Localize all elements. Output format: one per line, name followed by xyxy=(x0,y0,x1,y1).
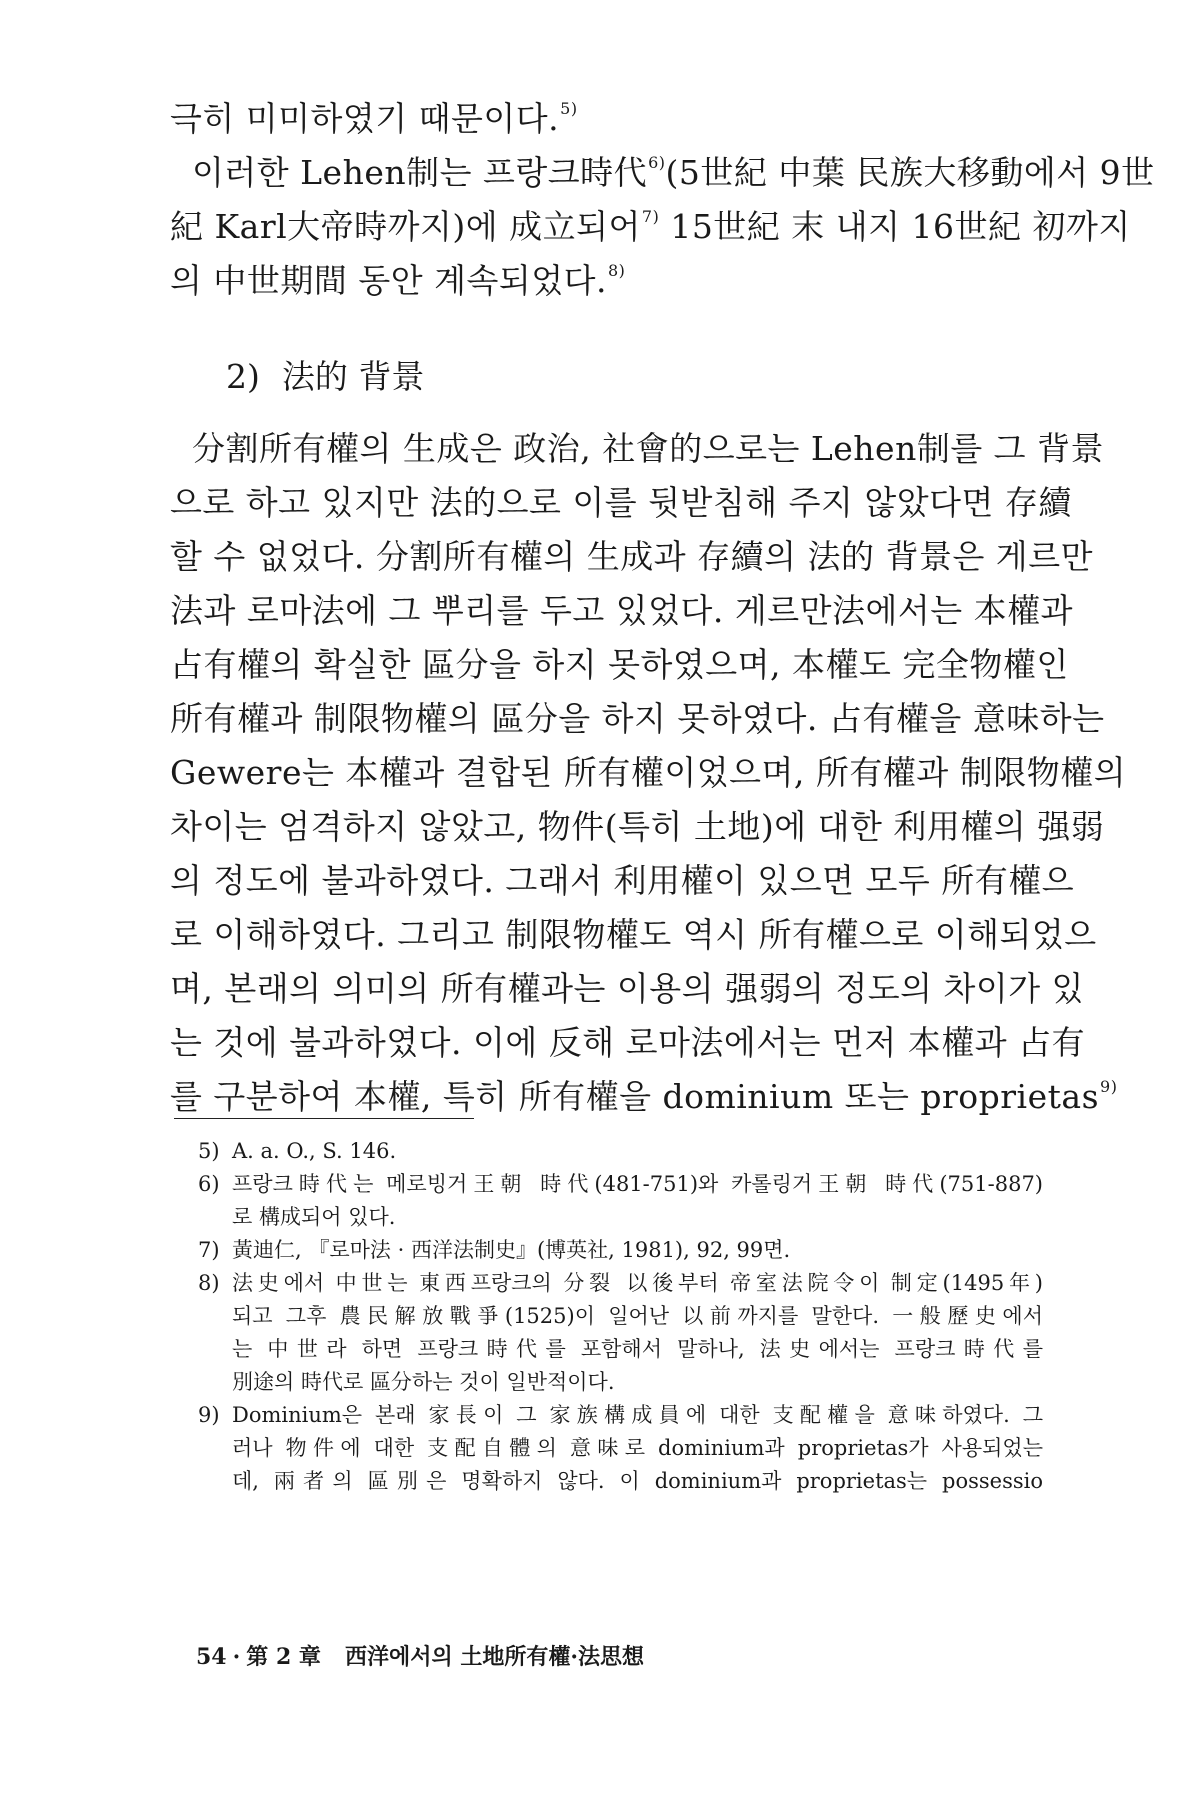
page-footer xyxy=(196,1640,644,1671)
section-number: 2) xyxy=(226,357,260,396)
footnotes xyxy=(198,1135,1043,1498)
footnote-ref[interactable]: 9) xyxy=(1100,1077,1118,1096)
paragraph-line: 法과 로마法에 그 뿌리를 두고 있었다. 게르만法에서는 本權과 xyxy=(170,591,1073,630)
section-heading xyxy=(170,350,1045,404)
footnote-line: A. a. O., S. 146. xyxy=(232,1139,397,1163)
text-line: 극히 미미하였기 때문이다.$^{5)}$ xyxy=(170,99,578,138)
footnote-number: 9) xyxy=(198,1403,220,1427)
footnote-line: 黃迪仁, 『로마法 · 西洋法制史』(博英社, 1981), 92, 99면. xyxy=(232,1238,791,1262)
paragraph-line: 할 수 없었다. 分割所有權의 生成과 存續의 法的 背景은 게르만 xyxy=(170,537,1093,576)
paragraph-line: 로 이해하였다. 그리고 制限物權도 역시 所有權으로 이해되었으 xyxy=(170,915,1097,954)
paragraph-line: 으로 하고 있지만 法的으로 이를 뒷받침해 주지 않았다면 存續 xyxy=(170,483,1072,522)
paragraph-line: 占有權의 확실한 區分을 하지 못하였으며, 本權도 完全物權인 xyxy=(170,645,1069,684)
footnote-line: 데, 兩者의 區別은 명확하지 않다. 이 dominium과 proprietas는 possessio xyxy=(232,1469,1043,1493)
footnote-ref[interactable]: 7) xyxy=(641,207,660,226)
page-number: 54 xyxy=(196,1644,227,1670)
footnote-ref[interactable]: 8) xyxy=(607,261,626,280)
footnote-divider xyxy=(174,1118,474,1119)
footnote xyxy=(198,1168,1043,1234)
footnote xyxy=(198,1399,1043,1498)
main-text xyxy=(170,92,1155,1124)
footnote-line: 러나 物件에 대한 支配自體의 意味로 dominium과 proprietas가 사용되었는 xyxy=(232,1436,1043,1460)
footnote-line: 別途의 時代로 區分하는 것이 일반적이다. xyxy=(232,1370,615,1394)
footnote xyxy=(198,1267,1043,1399)
paragraph-line: 所有權과 制限物權의 區分을 하지 못하였다. 占有權을 意味하는 xyxy=(170,699,1105,738)
section-title: 法的 背景 xyxy=(281,357,425,396)
paragraph-line: 의 정도에 불과하였다. 그래서 利用權이 있으면 모두 所有權으 xyxy=(170,861,1075,900)
chapter-label: 第 2 章 xyxy=(246,1644,321,1670)
footnote-number: 6) xyxy=(198,1172,220,1196)
paragraph-line: 며, 본래의 의미의 所有權과는 이용의 强弱의 정도의 차이가 있 xyxy=(170,969,1084,1008)
footnote-number: 7) xyxy=(198,1238,220,1262)
paragraph-line: 分割所有權의 生成은 政治, 社會的으로는 Lehen制를 그 背景 xyxy=(192,429,1105,468)
footnote-number: 5) xyxy=(198,1139,220,1163)
footnote xyxy=(198,1135,1043,1168)
spacer xyxy=(170,404,1045,422)
spacer xyxy=(170,308,1045,350)
footnote-line: 프랑크時代는 메로빙거王朝 時代(481-751)와 카롤링거王朝 時代(751-887) xyxy=(232,1172,1043,1196)
paragraph-line: 는 것에 불과하였다. 이에 反해 로마法에서는 먼저 本權과 占有 xyxy=(170,1023,1086,1062)
paragraph-line: Gewere는 本權과 결합된 所有權이었으며, 所有權과 制限物權의 xyxy=(170,753,1127,792)
footnote-ref[interactable]: 5) xyxy=(560,99,578,118)
footnote-line: 로 構成되어 있다. xyxy=(232,1205,396,1229)
footer-separator: · xyxy=(232,1644,241,1670)
footnote-line: 는 中世라 하면 프랑크時代를 포함해서 말하나, 法史에서는 프랑크時代를 xyxy=(232,1337,1043,1361)
footnote-line: 法史에서 中世는 東西프랑크의 分裂 以後부터 帝室法院令이 制定(1495年) xyxy=(232,1271,1043,1295)
text-line: 이러한 Lehen制는 프랑크時代$^{6)}$(5世紀 中葉 民族大移動에서 9世 xyxy=(192,153,1155,192)
chapter-title: 西洋에서의 土地所有權·法思想 xyxy=(344,1644,645,1670)
text-line: 의 中世期間 동안 계속되었다.$^{8)}$ xyxy=(170,261,626,300)
text-line: 紀 Karl大帝時까지)에 成立되어$^{7)}$ 15世紀 末 내지 16世紀 初까지 xyxy=(170,207,1131,246)
footnote-line: Dominium은 본래 家長이 그 家族構成員에 대한 支配權을 意味하였다. 그 xyxy=(232,1403,1043,1427)
footnote-number: 8) xyxy=(198,1271,220,1295)
paragraph-line: 를 구분하여 本權, 특히 所有權을 dominium 또는 proprietas$^{9)}$ xyxy=(170,1077,1118,1116)
footnote-line: 되고 그후 農民解放戰爭(1525)이 일어난 以前까지를 말한다. 一般歷史에서 xyxy=(232,1304,1043,1328)
footnote xyxy=(198,1234,1043,1267)
footnote-ref[interactable]: 6) xyxy=(648,153,666,172)
paragraph-line: 차이는 엄격하지 않았고, 物件(특히 土地)에 대한 利用權의 强弱 xyxy=(170,807,1105,846)
